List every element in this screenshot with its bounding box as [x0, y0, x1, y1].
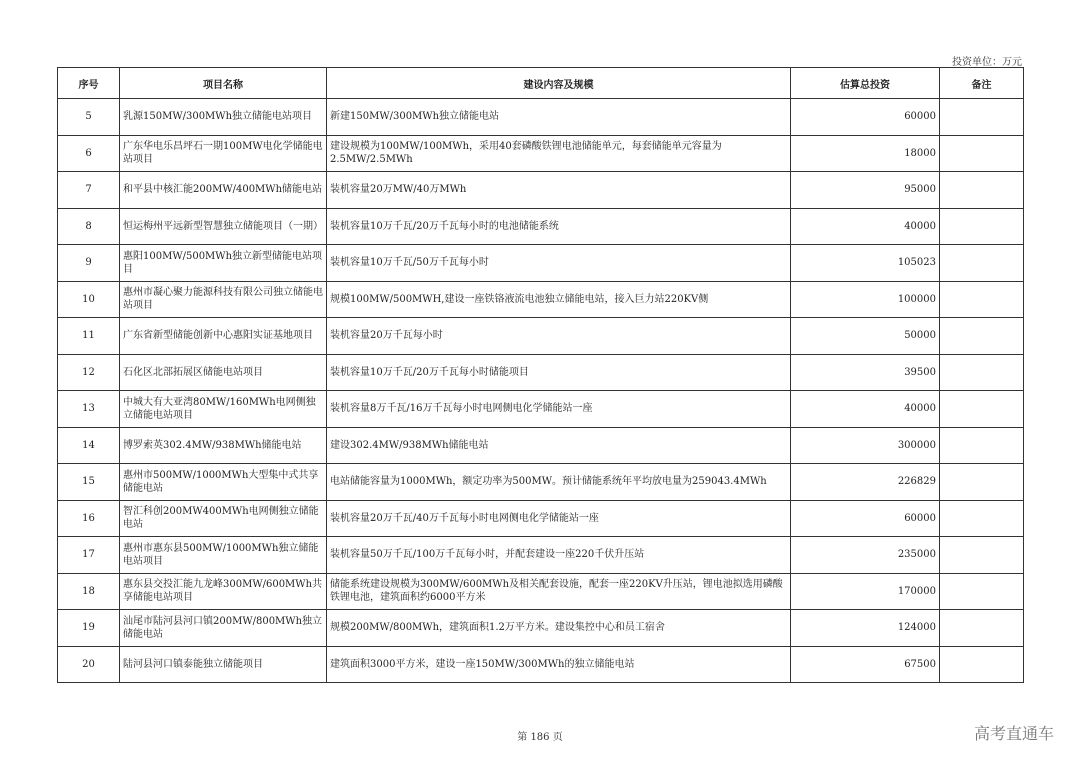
row-serial-number: 10 — [58, 281, 120, 318]
table-row — [58, 318, 1024, 355]
row-serial-number: 18 — [58, 573, 120, 610]
row-remark — [940, 172, 1024, 209]
row-remark — [940, 318, 1024, 355]
row-remark — [940, 500, 1024, 537]
row-project-name: 乳源150MW/300MWh独立储能电站项目 — [120, 99, 327, 136]
row-project-name: 惠州市惠东县500MW/1000MWh独立储能电站项目 — [120, 537, 327, 574]
row-construction-content: 规模200MW/800MWh，建筑面积1.2万平方米。建设集控中心和员工宿舍 — [327, 610, 791, 647]
row-serial-number: 20 — [58, 646, 120, 683]
row-estimated-investment: 170000 — [791, 573, 940, 610]
row-serial-number: 14 — [58, 427, 120, 464]
header-estimated-investment: 估算总投资 — [791, 68, 940, 99]
row-project-name: 广东省新型储能创新中心惠阳实证基地项目 — [120, 318, 327, 355]
row-remark — [940, 99, 1024, 136]
row-project-name: 恒运梅州平远新型智慧独立储能项目（一期） — [120, 208, 327, 245]
row-construction-content: 装机容量8万千瓦/16万千瓦每小时电网侧电化学储能站一座 — [327, 391, 791, 428]
row-estimated-investment: 60000 — [791, 99, 940, 136]
row-remark — [940, 391, 1024, 428]
row-construction-content: 建设规模为100MW/100MWh，采用40套磷酸铁锂电池储能单元，每套储能单元容量为2.5MW/2.5MWh — [327, 135, 791, 172]
investment-unit-note: 投资单位：万元 — [952, 57, 1022, 68]
row-construction-content: 储能系统建设规模为300MW/600MWh及相关配套设施，配套一座220KV升压站，锂电池拟选用磷酸铁锂电池，建筑面积约6000平方米 — [327, 573, 791, 610]
row-remark — [940, 135, 1024, 172]
row-serial-number: 7 — [58, 172, 120, 209]
row-construction-content: 建设302.4MW/938MWh储能电站 — [327, 427, 791, 464]
header-project-name: 项目名称 — [120, 68, 327, 99]
row-remark — [940, 610, 1024, 647]
row-construction-content: 规模100MW/500MWH,建设一座铁铬液流电池独立储能电站，接入巨力站220KV侧 — [327, 281, 791, 318]
row-remark — [940, 573, 1024, 610]
row-remark — [940, 464, 1024, 501]
row-estimated-investment: 18000 — [791, 135, 940, 172]
row-construction-content: 装机容量20万千瓦每小时 — [327, 318, 791, 355]
table-row — [58, 427, 1024, 464]
table-row — [58, 464, 1024, 501]
table-row — [58, 573, 1024, 610]
row-estimated-investment: 100000 — [791, 281, 940, 318]
row-serial-number: 6 — [58, 135, 120, 172]
row-project-name: 中城大有大亚湾80MW/160MWh电网侧独立储能电站项目 — [120, 391, 327, 428]
header-remark: 备注 — [940, 68, 1024, 99]
project-table — [57, 67, 1024, 683]
row-serial-number: 19 — [58, 610, 120, 647]
row-project-name: 惠州市500MW/1000MWh大型集中式共享储能电站 — [120, 464, 327, 501]
row-construction-content: 装机容量20万MW/40万MWh — [327, 172, 791, 209]
row-remark — [940, 208, 1024, 245]
row-estimated-investment: 67500 — [791, 646, 940, 683]
row-construction-content: 装机容量20万千瓦/40万千瓦每小时电网侧电化学储能站一座 — [327, 500, 791, 537]
row-construction-content: 新建150MW/300MWh独立储能电站 — [327, 99, 791, 136]
row-remark — [940, 646, 1024, 683]
row-serial-number: 11 — [58, 318, 120, 355]
row-serial-number: 13 — [58, 391, 120, 428]
row-project-name: 陆河县河口镇泰能独立储能项目 — [120, 646, 327, 683]
row-serial-number: 15 — [58, 464, 120, 501]
row-estimated-investment: 50000 — [791, 318, 940, 355]
table-row — [58, 537, 1024, 574]
row-project-name: 惠阳100MW/500MWh独立新型储能电站项目 — [120, 245, 327, 282]
row-serial-number: 9 — [58, 245, 120, 282]
row-project-name: 惠州市凝心聚力能源科技有限公司独立储能电站项目 — [120, 281, 327, 318]
row-construction-content: 电站储能容量为1000MWh，额定功率为500MW。预计储能系统年平均放电量为259043.4MWh — [327, 464, 791, 501]
row-project-name: 广东华电乐昌坪石一期100MW电化学储能电站项目 — [120, 135, 327, 172]
row-estimated-investment: 40000 — [791, 208, 940, 245]
table-row — [58, 391, 1024, 428]
row-remark — [940, 354, 1024, 391]
table-row — [58, 354, 1024, 391]
row-estimated-investment: 60000 — [791, 500, 940, 537]
row-serial-number: 5 — [58, 99, 120, 136]
table-row — [58, 646, 1024, 683]
row-remark — [940, 427, 1024, 464]
table-row — [58, 245, 1024, 282]
row-remark — [940, 281, 1024, 318]
row-project-name: 惠东县交投汇能九龙峰300MW/600MWh共享储能电站项目 — [120, 573, 327, 610]
table-row — [58, 500, 1024, 537]
row-construction-content: 装机容量10万千瓦/20万千瓦每小时的电池储能系统 — [327, 208, 791, 245]
page-number: 第 186 页 — [517, 732, 563, 743]
row-serial-number: 17 — [58, 537, 120, 574]
row-estimated-investment: 95000 — [791, 172, 940, 209]
row-estimated-investment: 235000 — [791, 537, 940, 574]
row-remark — [940, 245, 1024, 282]
row-construction-content: 装机容量10万千瓦/50万千瓦每小时 — [327, 245, 791, 282]
row-remark — [940, 537, 1024, 574]
row-serial-number: 12 — [58, 354, 120, 391]
row-estimated-investment: 226829 — [791, 464, 940, 501]
table-row — [58, 172, 1024, 209]
row-project-name: 汕尾市陆河县河口镇200MW/800MWh独立储能电站 — [120, 610, 327, 647]
row-project-name: 智汇科创200MW400MWh电网侧独立储能电站 — [120, 500, 327, 537]
row-serial-number: 16 — [58, 500, 120, 537]
row-estimated-investment: 39500 — [791, 354, 940, 391]
table-row — [58, 99, 1024, 136]
row-estimated-investment: 300000 — [791, 427, 940, 464]
row-construction-content: 装机容量50万千瓦/100万千瓦每小时，并配套建设一座220千伏升压站 — [327, 537, 791, 574]
row-project-name: 石化区北部拓展区储能电站项目 — [120, 354, 327, 391]
header-serial-number: 序号 — [58, 68, 120, 99]
row-project-name: 博罗索英302.4MW/938MWh储能电站 — [120, 427, 327, 464]
row-estimated-investment: 105023 — [791, 245, 940, 282]
table-row — [58, 610, 1024, 647]
table-header-row — [58, 68, 1024, 99]
row-project-name: 和平县中核汇能200MW/400MWh储能电站 — [120, 172, 327, 209]
row-construction-content: 装机容量10万千瓦/20万千瓦每小时储能项目 — [327, 354, 791, 391]
table-row — [58, 135, 1024, 172]
row-estimated-investment: 124000 — [791, 610, 940, 647]
row-construction-content: 建筑面积3000平方米，建设一座150MW/300MWh的独立储能电站 — [327, 646, 791, 683]
watermark-text: 高考直通车 — [973, 724, 1054, 743]
row-estimated-investment: 40000 — [791, 391, 940, 428]
header-construction-content: 建设内容及规模 — [327, 68, 791, 99]
table-row — [58, 281, 1024, 318]
table-row — [58, 208, 1024, 245]
row-serial-number: 8 — [58, 208, 120, 245]
